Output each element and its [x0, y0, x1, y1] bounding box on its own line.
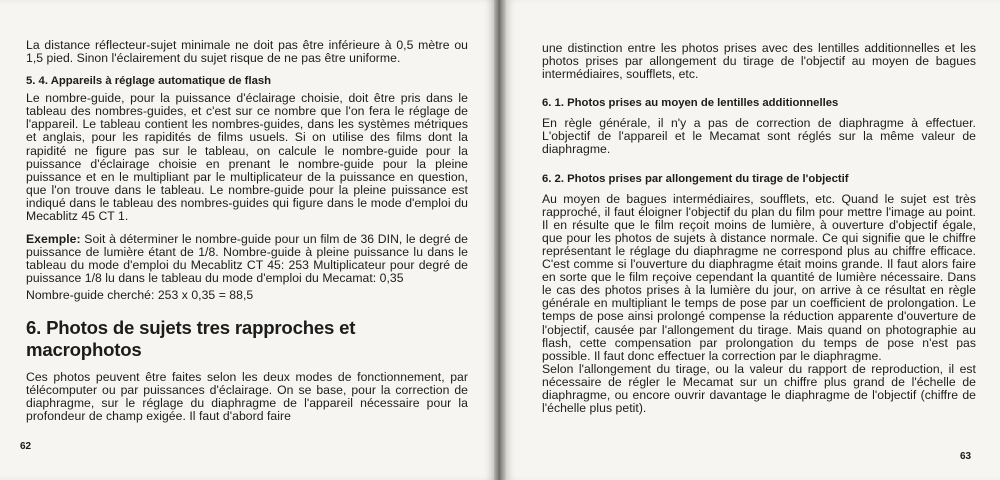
chapter-6-heading: 6. Photos de sujets tres rapproches et macrophotos: [26, 316, 356, 360]
left-column: [26, 0, 468, 423]
page-number-right: 63: [960, 451, 972, 462]
example-text: Soit à déterminer le nombre-guide pour un film de 36 DIN, le degré de puissance de lumière étant de 1/8. Nombre-guide à pleine puissance lu dans le tableau du mode d'emploi du Mecablitz CT 45: 253 Multiplicateur pour degré de puissance 1/8 lu dans le tableau du mode d'emploi du Mecamat: 0,35: [26, 232, 469, 286]
example-paragraph: [26, 233, 468, 285]
example-label: Exemple:: [26, 232, 81, 247]
page-number-left: 62: [20, 441, 32, 452]
intro-paragraph: La distance réflecteur-sujet minimale ne doit pas être inférieure à 0,5 mètre ou 1,5 pied. Sinon l'éclairement du sujet risque de ne pas être uniforme.: [26, 38, 468, 66]
section-6-2-heading: 6. 2. Photos prises par allongement du tirage de l'objectif: [542, 172, 849, 185]
example-result: Nombre-guide cherché: 253 x 0,35 = 88,5: [26, 287, 254, 302]
left-page: [0, 0, 494, 480]
section-6-1-paragraph: En règle générale, il n'y a pas de correction de diaphragme à effectuer. L'objectif de l'appareil et le Mecamat sont réglés sur la même valeur de diaphragme.: [542, 116, 976, 157]
right-page: [506, 0, 1000, 480]
section-5-4-paragraph: Le nombre-guide, pour la puissance d'éclairage choisie, doit être pris dans le tableau des nombres-guides, et c'est sur ce nombre que l'on fera le réglage de l'appareil. Le tableau contient les nombres-guides, dans les systèmes métriques et anglais, pour les rapidités de films usuels. Si on utilise des films dont la rapidité ne figure pas sur le tableau, on calcule le nombre-guide pour la puissance d'éclairage choisie en prenant le nombre-guide pour la pleine puissance et en le multipliant par le multiplicateur de la puissance en question, que l'on trouve dans le tableau. Le nombre-guide pour la pleine puissance est indiqué dans le tableau des nombres-guides qui figure dans le mode d'emploi du Mecablitz 45 CT 1.: [26, 91, 468, 224]
section-5-4-heading: 5. 4. Appareils à réglage automatique de flash: [26, 75, 272, 88]
section-6-1-heading: 6. 1. Photos prises au moyen de lentilles additionnelles: [542, 97, 839, 110]
right-column: [542, 0, 976, 415]
chapter-6-paragraph: Ces photos peuvent être faites selon les deux modes de fonctionnement, par télécomputer ou par puissances d'éclairage. On se base, pour la correction de diaphragme, sur le réglage du diaphragme de l'appareil nécessaire pour la profondeur de champ exigée. Il faut d'abord faire: [26, 369, 468, 423]
book-gutter: [494, 0, 506, 480]
section-6-2-paragraph-b: Selon l'allongement du tirage, ou la valeur du rapport de reproduction, il est nécessaire de régler le Mecamat sur un chiffre plus grand de l'échelle de diaphragme, ou encore ouvrir davantage le diaphragme de l'objectif (chiffre de l'échelle plus petit).: [542, 361, 976, 416]
section-6-2-paragraph-a: Au moyen de bagues intermédiaires, soufflets, etc. Quand le sujet est très rapproché, il faut éloigner l'objectif du plan du film pour mettre l'image au point. Il en résulte que le film reçoit moins de lumière, à ouverture d'objectif égale, que pour les photos de sujets à distance normale. Ce qui signifie que le chiffre représentant le réglage du diaphragme ne correspond plus au chiffre efficace. C'est comme si l'ouverture du diaphragme était moins grande. Il faut alors faire en sorte que le film reçoive cependant la quantité de lumière nécessaire. Dans le cas des photos prises à la lumière du jour, on arrive à ce résultat en règle générale en multipliant le temps de pose par un coefficient de prolongation. Le temps de pose ainsi prolongé compense la réduction apparente d'ouverture de l'objectif, causée par l'allongement du tirage. Mais quand on photographie au flash, cette compensation par prolongation du temps de pose n'est pas possible. Il faut donc effectuer la correction par le diaphragme.: [542, 191, 976, 363]
continued-paragraph: une distinction entre les photos prises avec des lentilles additionnelles et les photos prises par allongement du tirage de l'objectif au moyen de bagues intermédiaires, soufflets, etc.: [542, 41, 976, 82]
